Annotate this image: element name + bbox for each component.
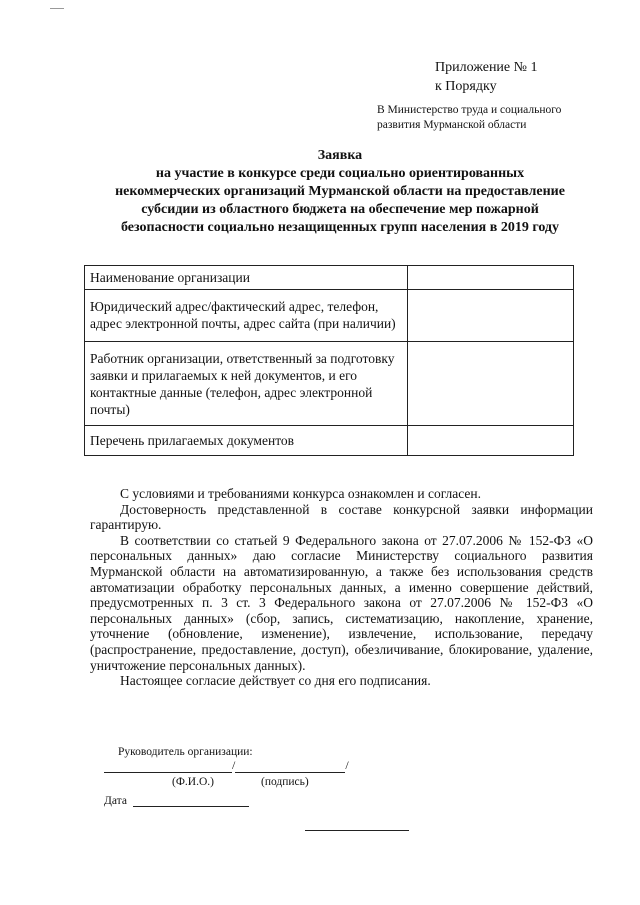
fio-input-line[interactable] [104,762,232,773]
addressee-line-1: В Министерство труда и социального [377,104,562,116]
signature-caption: (подпись) [261,776,309,788]
scan-mark [50,8,64,9]
table-row [85,342,574,426]
addressee-line-2: развития Мурманской области [377,119,527,131]
date-input-line[interactable] [133,796,249,807]
title-line-4: безопасности социально незащищенных групп населения в 2019 году [120,220,560,235]
row-value-address[interactable] [408,290,574,342]
head-of-organization-label: Руководитель организации: [118,746,253,758]
row-label-address: Юридический адрес/фактический адрес, телефон, адрес электронной почты, адрес сайта (при наличии) [85,290,408,342]
row-label-documents: Перечень прилагаемых документов [85,426,408,456]
document-title [60,147,620,237]
table-row [85,426,574,456]
row-label-org-name: Наименование организации [85,266,408,290]
fio-caption: (Ф.И.О.) [172,776,214,788]
title-line-2: некоммерческих организаций Мурманской области на предоставление [115,184,565,199]
table-row [85,290,574,342]
signature-separator-1: / [232,758,236,772]
paragraph-agreement: С условиями и требованиями конкурса ознакомлен и согласен. [120,486,482,501]
paragraph-reliability: Достоверность представленной в составе конкурсной заявки информации гарантирую. [90,501,593,533]
title-line-3: субсидии из областного бюджета на обеспечение мер пожарной [141,202,539,217]
date-row [104,795,249,807]
application-table [84,265,574,456]
signature-separator-2: / [345,758,349,772]
date-label: Дата [104,795,127,807]
consent-text [90,486,593,689]
sign-input-line[interactable] [235,762,345,773]
footer-divider [305,830,409,831]
row-value-contact[interactable] [408,342,574,426]
appendix-number: Приложение № 1 [435,60,538,75]
row-value-documents[interactable] [408,426,574,456]
paragraph-validity: Настоящее согласие действует со дня его подписания. [120,673,431,689]
appendix-header [435,58,538,96]
addressee [377,103,561,133]
row-label-contact: Работник организации, ответственный за подготовку заявки и прилагаемых к ней документов, и его контактные данные (телефон, адрес электронной почты) [85,342,408,426]
row-value-org-name[interactable] [408,266,574,290]
title-line-1: на участие в конкурсе среди социально ориентированных [155,166,525,181]
appendix-ref: к Порядку [435,79,497,94]
signature-line [104,758,349,773]
table-row [85,266,574,290]
paragraph-personal-data: В соответствии со статьей 9 Федерального закона от 27.07.2006 № 152-ФЗ «О персональных данных» даю согласие Министерству социального развития Мурманской области на автоматизированную, а также без использования средств автоматизации обработку персональных данных, а именно совершение действий, предусмотренных п. 3 ст. 3 Федерального закона от 27.07.2006 № 152-ФЗ «О персональных данных» (сбор, запись, систематизацию, накопление, хранение, уточнение (обновление, изменение), извлечение, использование, передачу (распространение, предоставление, доступ), обезличивание, блокирование, удаление, уничтожение персональных данных). [90,532,593,673]
title-heading: Заявка [317,148,363,163]
